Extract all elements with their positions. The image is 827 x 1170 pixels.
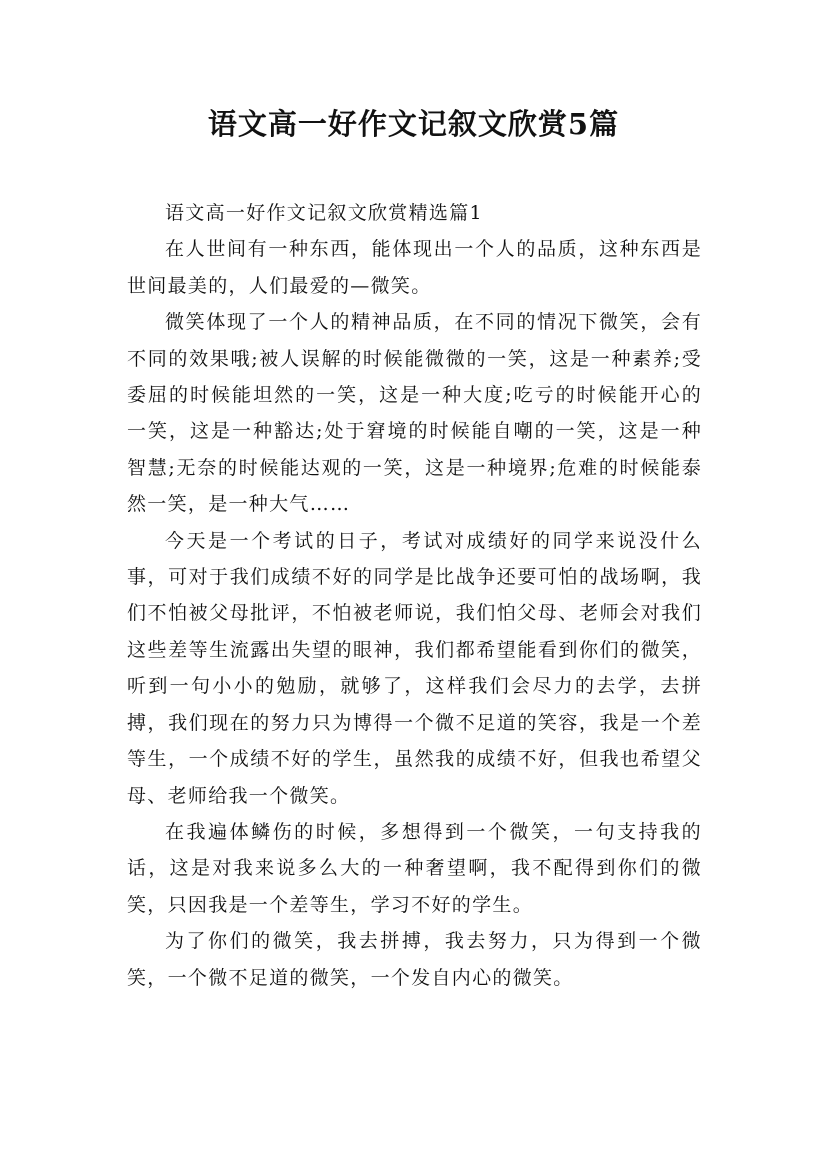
paragraph: 在人世间有一种东西，能体现出一个人的品质，这种东西是世间最美的，人们最爱的—微笑。: [127, 238, 702, 297]
paragraph: 在我遍体鳞伤的时候，多想得到一个微笑，一句支持我的话，这是对我来说多么大的一种奢望啊，我不配得到你们的微笑，只因我是一个差等生，学习不好的学生。: [127, 820, 702, 916]
document-title: 语文高一好作文记叙文欣赏5篇: [207, 107, 620, 141]
paragraph: 今天是一个考试的日子，考试对成绩好的同学来说没什么事，可对于我们成绩不好的同学是比战争还要可怕的战场啊，我们不怕被父母批评，不怕被老师说，我们怕父母、老师会对我们这些差等生流露出失望的眼神，我们都希望能看到你们的微笑，听到一句小小的勉励，就够了，这样我们会尽力的去学，去拼搏，我们现在的努力只为博得一个微不足道的笑容，我是一个差等生，一个成绩不好的学生，虽然我的成绩不好，但我也希望父母、老师给我一个微笑。: [127, 529, 702, 807]
paragraph: 微笑体现了一个人的精神品质，在不同的情况下微笑，会有不同的效果哦;被人误解的时候能微微的一笑，这是一种素养;受委屈的时候能坦然的一笑，这是一种大度;吃亏的时候能开心的一笑，这是一种豁达;处于窘境的时候能自嘲的一笑，这是一种智慧;无奈的时候能达观的一笑，这是一种境界;危难的时候能泰然一笑，是一种大气……: [127, 311, 702, 516]
paragraph: 为了你们的微笑，我去拼搏，我去努力，只为得到一个微笑，一个微不足道的微笑，一个发自内心的微笑。: [127, 930, 702, 989]
section-heading: 语文高一好作文记叙文欣赏精选篇1: [165, 202, 483, 224]
document-body: [127, 195, 702, 996]
